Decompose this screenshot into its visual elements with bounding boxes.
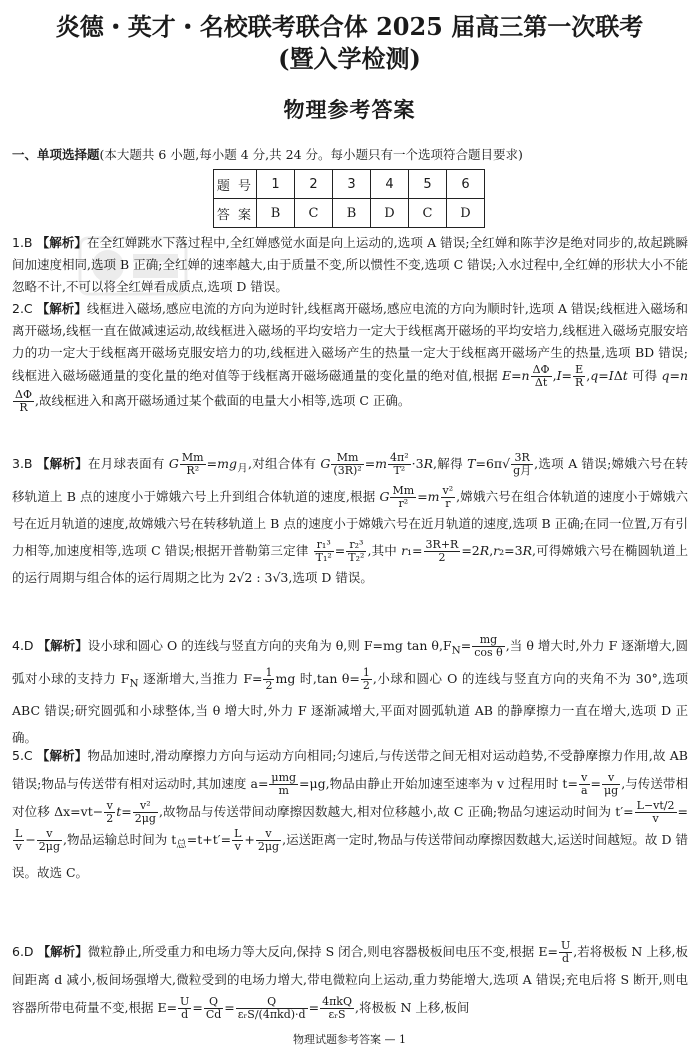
formula-fraction: $\frac{\Delta\Phi}{R}$ xyxy=(15,388,32,414)
formula-fraction: $\frac{v}{a}$ xyxy=(580,771,588,797)
analysis-tag: 【解析】 xyxy=(36,456,88,471)
answer-item-4: 4.D 【解析】设小球和圆心 O 的连线与竖直方向的夹角为 θ,则 F=mg $\tan \theta,F_N=$ $\frac{mg}{\text{cos θ}}$ ,当 θ 增大时,外力 F 逐渐增大,圆弧对小球的支持力 $F_N$ 逐渐增大,当推力 F= $\frac{1}{2}$ mg 时,tan θ= $\frac{1}{2}$ ,小球和圆心 O 的连线与竖直方向的夹角不为 30°,选项 ABC 错误;研究圆弧和小球整体,当 θ 增大时,外力 F 逐渐减增大,平面对圆弧轨道 AB 的静摩擦力一直在增大,选项 D 正确。 xyxy=(12,633,688,745)
item-number: 2.C xyxy=(12,301,33,316)
page-title: 物理参考答案 xyxy=(283,98,416,122)
section-note: (本大题共 6 小题,每小题 4 分,共 24 分。每小题只有一个选项符合题目要求) xyxy=(99,147,523,162)
item-text: ,选项 A 错误;嫦娥六号在转移轨道上 B 点的速度小于嫦娥六号上升到组合体轨道的速度,根据 xyxy=(12,456,688,504)
table-row xyxy=(214,199,485,228)
answer-item-5: 5.C 【解析】物品加速时,滑动摩擦力方向与运动方向相同;匀速后,与传送带之间无相对运动趋势,不受静摩擦力作用,故 AB 错误;物品与传送带有相对运动时,其加速度 a= $\frac{\text{μmg}}{m}$ =μg,物品由静止开始加速至速率为 v 过程用时 t= $\frac{v}{a}$ = $\frac{v}{\mu g}$ ,与传送带相对位移 Δx=vt− $\frac{v}{2}$ t= $\frac{\text{v²}}{2\mu g}$ ,故物品与传送带间动摩擦因数越大,相对位移越小,故 C 正确;物品匀速运动时间为 t′= $\frac{L-vt/2}{v}$ = $\frac{L}{v}$ − $\frac{v}{2\mu g}$ ,物品运输总时间为 $t_总=t+t'=$ $\frac{L}{v}$ + $\frac{v}{2\mu g}$ ,运送距离一定时,物品与传送带间动摩擦因数越大,运送时间越短。故 D 错误。故选 C。 xyxy=(12,748,688,880)
item-text: ,若将极板 N 上移,板间距离 d 减小,板间场强增大,微粒受到的电场力增大,带电微粒向上运动,重力势能增大,选项 A 错误;充电后将 S 断开,则电容器所带电荷量不变,根据 E= xyxy=(12,944,688,1015)
item-text: ,嫦娥六号在组合体轨道的速度小于嫦娥六号在近月轨道的速度,故嫦娥六号在转移轨道上 B 点的速度小于嫦娥六号在近月轨道的速度,选项 B 正确;在同一位置,万有引力相等,加速度相等,选项 C 错误;根据开普勒第三定律 xyxy=(12,488,688,558)
item-number: 3.B xyxy=(12,456,33,471)
item-number: 6.D xyxy=(12,944,34,959)
formula-fraction: $\frac{Mm}{\text{(3R)²}}$ xyxy=(333,451,362,477)
formula-fraction: $\frac{Mm}{\text{R²}}$ xyxy=(181,451,204,477)
item-text: ,与传送带相对位移 Δx=vt− xyxy=(12,776,688,819)
table-cell: B xyxy=(333,199,371,228)
table-cell: D xyxy=(371,199,409,228)
formula-fraction: $\frac{1}{2}$ xyxy=(362,665,370,692)
answer-table xyxy=(213,169,485,228)
formula-fraction: $\frac{3R}{\text{g月}}$ xyxy=(513,451,532,477)
analysis-tag: 【解析】 xyxy=(37,944,88,959)
formula-fraction: $\frac{Q}{\text{εᵣS/(4πkd)·d}}$ xyxy=(237,995,306,1021)
item-number: 4.D xyxy=(12,638,34,653)
formula-fraction: $\frac{\text{v²}}{r}$ xyxy=(442,483,454,510)
answer-item-3: 3.B 【解析】在月球表面有 G $\frac{Mm}{\text{R²}}$ $=mg_月$,对组合体有 G $\frac{Mm}{\text{(3R)²}}$ =m $\frac{\text{4π²}}{\text{T²}}$ ·3R,解得 T=6π√ $\frac{3R}{\text{g月}}$ ,选项 A 错误;嫦娥六号在转移轨道上 B 点的速度小于嫦娥六号上升到组合体轨道的速度,根据 G $\frac{Mm}{\text{r²}}$ =m $\frac{\text{v²}}{r}$ ,嫦娥六号在组合体轨道的速度小于嫦娥六号在近月轨道的速度,故嫦娥六号在转移轨道上 B 点的速度小于嫦娥六号在近月轨道的速度,选项 B 正确;在同一位置,万有引力相等,加速度相等,选项 C 错误;根据开普勒第三定律 $\frac{\text{r₁³}}{\text{T₁²}}$ = $\frac{\text{r₂³}}{\text{T₂²}}$ ,其中 r₁= $\frac{3R+R}{2}$ =2R,r₂=3R,可得嫦娥六号在椭圆轨道上的运行周期与组合体的运行周期之比为 2√2 : 3√3,选项 D 错误。 xyxy=(12,451,688,585)
formula-fraction: $\frac{v}{2\mu g}$ xyxy=(257,827,280,853)
table-cell: 4 xyxy=(371,170,409,199)
formula-fraction: $\frac{3R+R}{2}$ xyxy=(425,537,459,564)
formula-fraction: $\frac{v}{2\mu g}$ xyxy=(38,827,60,853)
table-cell: 5 xyxy=(409,170,447,199)
item-text: ,故线框进入和离开磁场通过某个截面的电量大小相等,选项 C 正确。 xyxy=(34,393,411,408)
exam-title: 炎德・英才・名校联考联合体 2025 届高三第一次联考 xyxy=(55,12,644,41)
page-footer: 物理试题参考答案 — 1 xyxy=(293,1033,406,1046)
item-text: ,运送距离一定时,物品与传送带间动摩擦因数越大,运送时间越短。故 D 错误。故选 C。 xyxy=(12,832,688,880)
formula-fraction: $\frac{\text{4π²}}{\text{T²}}$ xyxy=(390,451,409,477)
formula-fraction: $\frac{Mm}{\text{r²}}$ xyxy=(392,483,415,510)
item-text: 线框进入磁场,感应电流的方向为逆时针,线框离开磁场,感应电流的方向为顺时针,选项 A 错误;线框进入磁场和离开磁场,线框一直在做减速运动,故线框进入磁场的平均安培力一定大于线框离开磁场的平均安培力,线框进入磁场克服安培力的功一定大于线框离开磁场克服安培力的功,线框进入磁场产生的热量一定大于线框离开磁场产生的热量,选项 BD 错误;线框进入磁场磁通量的变化量的绝对值等于线框离开磁场磁通量的变化量的绝对值,根据 xyxy=(12,301,688,383)
analysis-tag: 【解析】 xyxy=(37,638,88,653)
table-cell: 1 xyxy=(257,170,295,199)
item-text: ,将极板 N 上移,板间 xyxy=(355,1000,470,1015)
item-text: =μg,物品由静止开始加速至速率为 v 过程用时 t= xyxy=(299,776,578,791)
item-text: ,物品运输总时间为 t xyxy=(63,832,177,847)
table-cell: 6 xyxy=(447,170,485,199)
formula-fraction: $\frac{\text{μmg}}{m}$ xyxy=(271,771,297,797)
formula-fraction: $\frac{v}{\mu g}$ xyxy=(603,771,619,797)
answer-item-1 xyxy=(12,232,688,298)
analysis-tag: 【解析】 xyxy=(36,748,88,763)
item-text: 在全红婵跳水下落过程中,全红婵感觉水面是向上运动的,选项 A 错误;全红婵和陈芋汐是绝对同步的,故起跳瞬间加速度相同,选项 B 正确;全红婵的速率越大,由于质量不变,所以惯性不变,选项 C 错误;入水过程中,全红婵的形状大小不能忽略不计,不可以将全红婵看成质点,选项 D 错误。 xyxy=(12,235,688,294)
formula-fraction: $\frac{L}{v}$ xyxy=(234,827,242,853)
analysis-tag: 【解析】 xyxy=(36,301,87,316)
formula-fraction: $\frac{L}{v}$ xyxy=(15,827,23,853)
formula-fraction: $\frac{U}{d}$ xyxy=(560,939,571,965)
section-heading xyxy=(12,146,692,164)
table-cell: C xyxy=(409,199,447,228)
formula-fraction: $\frac{mg}{\text{cos θ}}$ xyxy=(474,633,503,659)
item-text: ,对组合体有 xyxy=(247,456,321,471)
formula-fraction: $\frac{v}{2}$ xyxy=(106,799,114,825)
formula-fraction: $\frac{\text{r₂³}}{\text{T₂²}}$ xyxy=(348,537,365,564)
table-cell: 2 xyxy=(295,170,333,199)
item-text: 设小球和圆心 O 的连线与竖直方向的夹角为 θ,则 F=mg tan θ,F xyxy=(87,638,452,653)
formula-fraction: $\frac{1}{2}$ xyxy=(265,665,273,692)
formula-fraction: $\frac{U}{d}$ xyxy=(180,995,190,1021)
answer-item-6: 6.D 【解析】微粒静止,所受重力和电场力等大反向,保持 S 闭合,则电容器极板间电压不变,根据 E= $\frac{U}{d}$ ,若将极板 N 上移,板间距离 d 减小,板间场强增大,微粒受到的电场力增大,带电微粒向上运动,重力势能增大,选项 A 错误;充电后将 S 断开,则电容器所带电荷量不变,根据 E= $\frac{U}{d}$ = $\frac{Q}{Cd}$ = $\frac{Q}{\text{εᵣS/(4πkd)·d}}$ = $\frac{\text{4πkQ}}{\text{εᵣS}}$ ,将极板 N 上移,板间 xyxy=(12,939,688,1021)
item-text: 物品加速时,滑动摩擦力方向与运动方向相同;匀速后,与传送带之间无相对运动趋势,不受静摩擦力作用,故 AB 错误;物品与传送带有相对运动时,其加速度 a= xyxy=(12,748,688,791)
table-row xyxy=(214,170,485,199)
item-text: ,故物品与传送带间动摩擦因数越大,相对位移越小,故 C 正确;物品匀速运动时间为 t′= xyxy=(158,804,634,819)
table-cell: C xyxy=(295,199,333,228)
answer-item-2: 2.C 【解析】线框进入磁场,感应电流的方向为逆时针,线框离开磁场,感应电流的方向为顺时针,选项 A 错误;线框进入磁场和离开磁场,线框一直在做减速运动,故线框进入磁场的平均安培力一定大于线框离开磁场的平均安培力,线框进入磁场克服安培力的功一定大于线框离开磁场克服安培力的功,线框进入磁场产生的热量一定大于线框离开磁场产生的热量,选项 BD 错误;线框进入磁场磁通量的变化量的绝对值等于线框离开磁场磁通量的变化量的绝对值,根据 E=n $\frac{\Delta\Phi}{\Delta t}$ ,I= $\frac{E}{R}$ ,q=IΔt 可得 q=n $\frac{\Delta\Phi}{R}$ ,故线框进入和离开磁场通过某个截面的电量大小相等,选项 C 正确。 xyxy=(12,301,689,414)
item-text: mg 时,tan θ= xyxy=(275,670,360,686)
table-header-cell: 答 案 xyxy=(214,199,257,228)
formula-fraction: $\frac{\text{v²}}{2\mu g}$ xyxy=(134,799,156,825)
section-title: 一、单项选择题 xyxy=(12,147,100,162)
formula-fraction: $\frac{\text{4πkQ}}{\text{εᵣS}}$ xyxy=(322,995,352,1021)
analysis-tag: 【解析】 xyxy=(36,235,88,250)
table-cell: B xyxy=(257,199,295,228)
formula-fraction: $\frac{E}{R}$ xyxy=(575,363,584,389)
item-text: 在月球表面有 xyxy=(87,456,169,471)
formula-fraction: $\frac{\text{r₁³}}{\text{T₁²}}$ xyxy=(315,537,332,564)
item-number: 1.B xyxy=(12,235,33,250)
item-text: ,可得嫦娥六号在椭圆轨道上的运行周期与组合体的运行周期之比为 2√2 : 3√3,选项 D 错误。 xyxy=(12,542,688,585)
table-cell: D xyxy=(447,199,485,228)
formula-fraction: $\frac{Q}{Cd}$ xyxy=(205,995,222,1021)
item-number: 5.C xyxy=(12,748,33,763)
table-header-cell: 题 号 xyxy=(214,170,257,199)
item-text: 微粒静止,所受重力和电场力等大反向,保持 S 闭合,则电容器极板间电压不变,根据 E= xyxy=(87,944,558,959)
item-text: 逐渐增大,当推力 F= xyxy=(138,670,263,686)
exam-title-sub: (暨入学检测) xyxy=(278,44,421,73)
item-text: ,解得 xyxy=(433,456,468,471)
table-cell: 3 xyxy=(333,170,371,199)
item-text: ,当 θ 增大时,外力 F 逐渐增大,圆弧对小球的支持力 F xyxy=(12,638,688,686)
formula-fraction: $\frac{L-vt/2}{v}$ xyxy=(636,799,675,825)
item-text: ,其中 xyxy=(367,542,402,558)
item-text: ,小球和圆心 O 的连线与竖直方向的夹角不为 30°,选项 ABC 错误;研究圆弧和小球整体,当 θ 增大时,外力 F 逐渐减增大,平面对圆弧轨道 AB 的静摩擦力一直在增大,选项 D 正确。 xyxy=(12,670,688,745)
item-text: =t+t′= xyxy=(186,832,232,847)
formula-fraction: $\frac{\Delta\Phi}{\Delta t}$ xyxy=(532,363,550,389)
